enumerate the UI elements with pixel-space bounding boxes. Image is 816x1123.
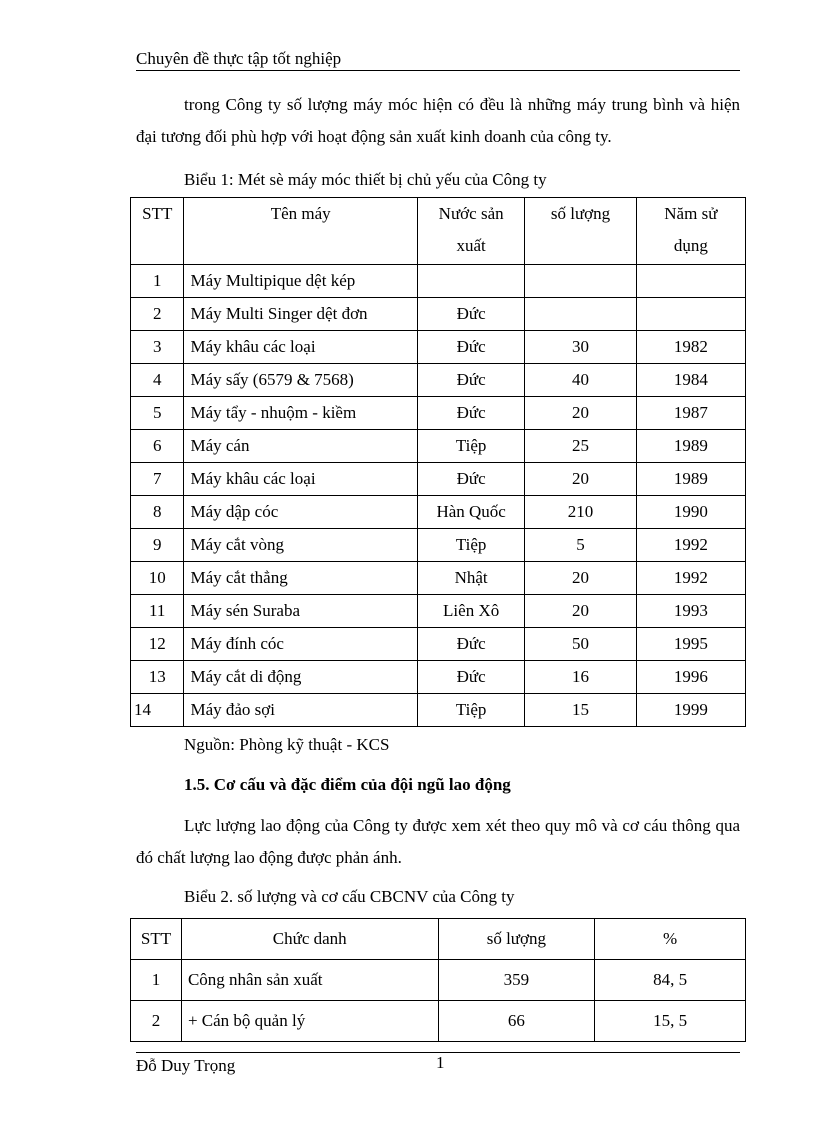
table-row bbox=[131, 298, 746, 331]
cell-year: 1987 bbox=[636, 397, 745, 430]
cell-qty: 66 bbox=[438, 1001, 595, 1042]
cell-year: 1993 bbox=[636, 595, 745, 628]
cell-qty bbox=[525, 298, 636, 331]
cell-name: Máy cắt thẳng bbox=[184, 562, 417, 595]
table-row bbox=[131, 595, 746, 628]
table-header-row bbox=[131, 919, 746, 960]
cell-country: Tiệp bbox=[417, 694, 524, 727]
table-row bbox=[131, 694, 746, 727]
cell-title: Công nhân sản xuất bbox=[181, 960, 438, 1001]
cell-qty: 16 bbox=[525, 661, 636, 694]
cell-name: Máy tẩy - nhuộm - kiềm bbox=[184, 397, 417, 430]
cell-name: Máy dập cóc bbox=[184, 496, 417, 529]
intro-paragraph: trong Công ty số lượng máy móc hiện có đều là những máy trung bình và hiện đại tương đối phù hợp với hoạt động sản xuất kinh doanh của công ty. bbox=[136, 95, 740, 146]
cell-name: Máy đính cóc bbox=[184, 628, 417, 661]
cell-country: Liên Xô bbox=[417, 595, 524, 628]
cell-stt: 4 bbox=[131, 364, 184, 397]
cell-country: Tiệp bbox=[417, 529, 524, 562]
cell-qty: 210 bbox=[525, 496, 636, 529]
cell-country: Đức bbox=[417, 661, 524, 694]
section-heading: 1.5. Cơ cấu và đặc điểm của đội ngũ lao động bbox=[184, 775, 511, 794]
section-paragraph: Lực lượng lao động của Công ty được xem xét theo quy mô và cơ cáu thông qua đó chất lượng lao động được phản ánh. bbox=[136, 816, 740, 867]
machinery-table bbox=[130, 197, 746, 727]
footer-author: Đỗ Duy Trọng bbox=[136, 1056, 236, 1075]
cell-stt: 3 bbox=[131, 331, 184, 364]
header-qty: số lượng bbox=[438, 919, 595, 960]
header-name: Tên máy bbox=[184, 198, 417, 265]
cell-pct: 15, 5 bbox=[595, 1001, 746, 1042]
staff-table bbox=[130, 918, 746, 1042]
cell-country: Nhật bbox=[417, 562, 524, 595]
cell-qty: 20 bbox=[525, 562, 636, 595]
cell-country: Đức bbox=[417, 331, 524, 364]
cell-qty: 20 bbox=[525, 463, 636, 496]
cell-name: Máy cắt vòng bbox=[184, 529, 417, 562]
cell-stt: 14 bbox=[131, 694, 184, 727]
cell-country: Đức bbox=[417, 298, 524, 331]
cell-stt: 2 bbox=[131, 1001, 182, 1042]
cell-year: 1999 bbox=[636, 694, 745, 727]
cell-title: + Cán bộ quản lý bbox=[181, 1001, 438, 1042]
cell-name: Máy khâu các loại bbox=[184, 331, 417, 364]
table1-caption: Biểu 1: Mét sè máy móc thiết bị chủ yếu của Công ty bbox=[184, 170, 547, 189]
cell-name: Máy khâu các loại bbox=[184, 463, 417, 496]
table-row bbox=[131, 463, 746, 496]
table2-caption: Biểu 2. số lượng và cơ cấu CBCNV của Công ty bbox=[184, 887, 515, 906]
table-row bbox=[131, 562, 746, 595]
cell-name: Máy sấy (6579 & 7568) bbox=[184, 364, 417, 397]
cell-country: Đức bbox=[417, 463, 524, 496]
cell-year bbox=[636, 298, 745, 331]
cell-stt: 8 bbox=[131, 496, 184, 529]
cell-stt: 6 bbox=[131, 430, 184, 463]
header-title: Chức danh bbox=[181, 919, 438, 960]
cell-name: Máy cắt di động bbox=[184, 661, 417, 694]
cell-year: 1982 bbox=[636, 331, 745, 364]
table1-source: Nguồn: Phòng kỹ thuật - KCS bbox=[184, 735, 390, 754]
table-row bbox=[131, 529, 746, 562]
cell-name: Máy cán bbox=[184, 430, 417, 463]
header-country-line2: xuất bbox=[456, 236, 486, 255]
table-row bbox=[131, 331, 746, 364]
header-year bbox=[636, 198, 745, 265]
cell-stt: 7 bbox=[131, 463, 184, 496]
header-year-line2: dụng bbox=[673, 236, 708, 255]
cell-country: Hàn Quốc bbox=[417, 496, 524, 529]
cell-stt: 10 bbox=[131, 562, 184, 595]
cell-name: Máy Multipique dệt kép bbox=[184, 265, 417, 298]
header-country bbox=[417, 198, 524, 265]
cell-qty: 20 bbox=[525, 595, 636, 628]
cell-country bbox=[417, 265, 524, 298]
page-header: Chuyên đề thực tập tốt nghiệp bbox=[136, 49, 740, 71]
cell-stt: 12 bbox=[131, 628, 184, 661]
cell-stt: 2 bbox=[131, 298, 184, 331]
cell-year: 1992 bbox=[636, 529, 745, 562]
cell-year: 1989 bbox=[636, 463, 745, 496]
header-stt: STT bbox=[131, 919, 182, 960]
cell-country: Đức bbox=[417, 364, 524, 397]
table-row bbox=[131, 960, 746, 1001]
cell-qty: 50 bbox=[525, 628, 636, 661]
cell-year: 1992 bbox=[636, 562, 745, 595]
cell-year: 1989 bbox=[636, 430, 745, 463]
cell-country: Đức bbox=[417, 397, 524, 430]
table-row bbox=[131, 364, 746, 397]
cell-stt: 13 bbox=[131, 661, 184, 694]
header-stt: STT bbox=[131, 198, 184, 265]
cell-year bbox=[636, 265, 745, 298]
table-row bbox=[131, 496, 746, 529]
cell-year: 1995 bbox=[636, 628, 745, 661]
header-country-line1: Nước sản bbox=[438, 204, 504, 223]
table-header-row bbox=[131, 198, 746, 265]
table-row bbox=[131, 397, 746, 430]
cell-pct: 84, 5 bbox=[595, 960, 746, 1001]
cell-year: 1996 bbox=[636, 661, 745, 694]
cell-qty: 25 bbox=[525, 430, 636, 463]
cell-stt: 11 bbox=[131, 595, 184, 628]
cell-qty: 20 bbox=[525, 397, 636, 430]
table-row bbox=[131, 628, 746, 661]
header-year-line1: Năm sử bbox=[664, 204, 718, 223]
table-row bbox=[131, 1001, 746, 1042]
cell-country: Đức bbox=[417, 628, 524, 661]
cell-qty: 5 bbox=[525, 529, 636, 562]
cell-name: Máy Multi Singer dệt đơn bbox=[184, 298, 417, 331]
cell-qty bbox=[525, 265, 636, 298]
page-footer bbox=[136, 1052, 740, 1075]
cell-name: Máy sén Suraba bbox=[184, 595, 417, 628]
cell-country: Tiệp bbox=[417, 430, 524, 463]
cell-year: 1990 bbox=[636, 496, 745, 529]
cell-name: Máy đảo sợi bbox=[184, 694, 417, 727]
page-number: 1 bbox=[436, 1053, 445, 1072]
cell-qty: 30 bbox=[525, 331, 636, 364]
cell-qty: 15 bbox=[525, 694, 636, 727]
table-row bbox=[131, 661, 746, 694]
cell-qty: 40 bbox=[525, 364, 636, 397]
cell-stt: 5 bbox=[131, 397, 184, 430]
cell-stt: 9 bbox=[131, 529, 184, 562]
cell-stt: 1 bbox=[131, 265, 184, 298]
header-qty: số lượng bbox=[525, 198, 636, 265]
cell-year: 1984 bbox=[636, 364, 745, 397]
table-row bbox=[131, 430, 746, 463]
header-pct: % bbox=[595, 919, 746, 960]
cell-qty: 359 bbox=[438, 960, 595, 1001]
cell-stt: 1 bbox=[131, 960, 182, 1001]
table-row bbox=[131, 265, 746, 298]
